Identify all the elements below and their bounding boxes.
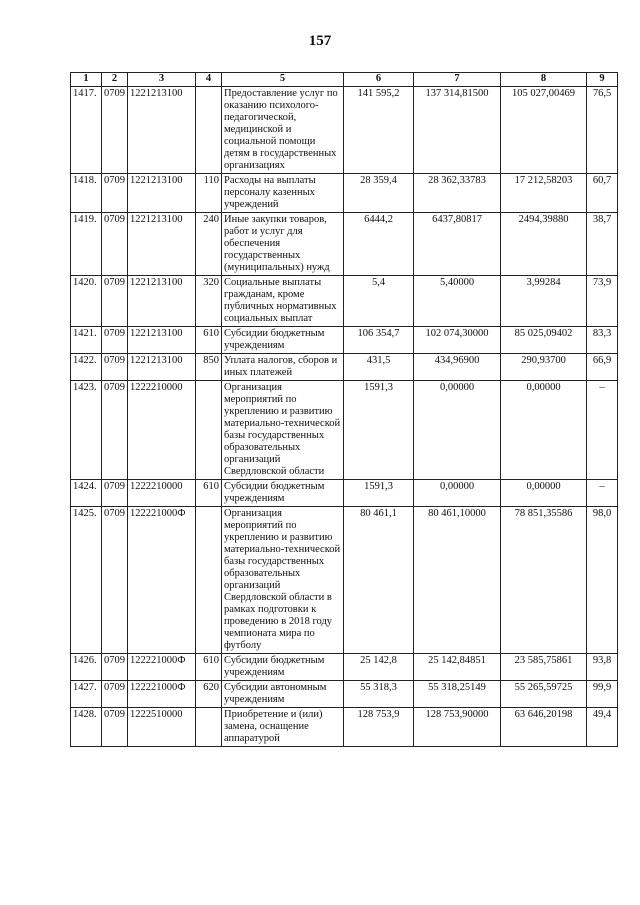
table-row [71, 681, 618, 708]
table-row [71, 213, 618, 276]
article-code: 1221213100 [128, 174, 196, 213]
planned-amount: 0,00000 [414, 480, 501, 507]
executed-amount: 290,93700 [501, 354, 587, 381]
row-number: 1421. [71, 327, 102, 354]
section-code: 0709 [102, 174, 128, 213]
item-name: Уплата налогов, сборов и иных платежей [222, 354, 344, 381]
column-header: 3 [128, 73, 196, 87]
executed-amount: 0,00000 [501, 381, 587, 480]
planned-amount: 0,00000 [414, 381, 501, 480]
approved-amount: 6444,2 [344, 213, 414, 276]
approved-amount: 5,4 [344, 276, 414, 327]
section-code: 0709 [102, 654, 128, 681]
column-header: 6 [344, 73, 414, 87]
column-header: 9 [587, 73, 618, 87]
expense-type-code [196, 708, 222, 747]
table-row [71, 480, 618, 507]
planned-amount: 128 753,90000 [414, 708, 501, 747]
item-name: Иные закупки товаров, работ и услуг для обеспечения государственных (муниципальных) нужд [222, 213, 344, 276]
execution-percent: 73,9 [587, 276, 618, 327]
row-number: 1423. [71, 381, 102, 480]
section-code: 0709 [102, 327, 128, 354]
section-code: 0709 [102, 507, 128, 654]
approved-amount: 141 595,2 [344, 87, 414, 174]
article-code: 1222510000 [128, 708, 196, 747]
execution-percent: 38,7 [587, 213, 618, 276]
item-name: Субсидии автономным учреждениям [222, 681, 344, 708]
header-row [71, 73, 618, 87]
executed-amount: 78 851,35586 [501, 507, 587, 654]
expense-type-code: 610 [196, 480, 222, 507]
expense-type-code [196, 507, 222, 654]
article-code: 122221000Ф [128, 681, 196, 708]
expense-type-code [196, 87, 222, 174]
article-code: 1221213100 [128, 276, 196, 327]
article-code: 1221213100 [128, 213, 196, 276]
expense-type-code [196, 381, 222, 480]
section-code: 0709 [102, 213, 128, 276]
planned-amount: 102 074,30000 [414, 327, 501, 354]
planned-amount: 28 362,33783 [414, 174, 501, 213]
article-code: 1222210000 [128, 381, 196, 480]
table-row [71, 654, 618, 681]
section-code: 0709 [102, 381, 128, 480]
planned-amount: 137 314,81500 [414, 87, 501, 174]
approved-amount: 1591,3 [344, 480, 414, 507]
item-name: Субсидии бюджетным учреждениям [222, 654, 344, 681]
item-name: Социальные выплаты гражданам, кроме публичных нормативных социальных выплат [222, 276, 344, 327]
row-number: 1427. [71, 681, 102, 708]
executed-amount: 2494,39880 [501, 213, 587, 276]
table-row [71, 708, 618, 747]
execution-percent: 99,9 [587, 681, 618, 708]
table-row [71, 87, 618, 174]
section-code: 0709 [102, 708, 128, 747]
expense-type-code: 240 [196, 213, 222, 276]
article-code: 1221213100 [128, 354, 196, 381]
executed-amount: 85 025,09402 [501, 327, 587, 354]
execution-percent: 93,8 [587, 654, 618, 681]
budget-table [70, 72, 618, 747]
table-row [71, 381, 618, 480]
row-number: 1425. [71, 507, 102, 654]
section-code: 0709 [102, 681, 128, 708]
execution-percent: 98,0 [587, 507, 618, 654]
section-code: 0709 [102, 480, 128, 507]
executed-amount: 63 646,20198 [501, 708, 587, 747]
approved-amount: 106 354,7 [344, 327, 414, 354]
expense-type-code: 620 [196, 681, 222, 708]
expense-type-code: 610 [196, 654, 222, 681]
planned-amount: 25 142,84851 [414, 654, 501, 681]
article-code: 1221213100 [128, 87, 196, 174]
execution-percent: 83,3 [587, 327, 618, 354]
item-name: Расходы на выплаты персоналу казенных учреждений [222, 174, 344, 213]
row-number: 1428. [71, 708, 102, 747]
execution-percent: 49,4 [587, 708, 618, 747]
planned-amount: 80 461,10000 [414, 507, 501, 654]
approved-amount: 25 142,8 [344, 654, 414, 681]
approved-amount: 28 359,4 [344, 174, 414, 213]
planned-amount: 5,40000 [414, 276, 501, 327]
planned-amount: 55 318,25149 [414, 681, 501, 708]
item-name: Приобретение и (или) замена, оснащение аппаратурой [222, 708, 344, 747]
section-code: 0709 [102, 276, 128, 327]
item-name: Предоставление услуг по оказанию психолого-педагогической, медицинской и социальной помощи детям в государственных организациях [222, 87, 344, 174]
execution-percent: 66,9 [587, 354, 618, 381]
table-row [71, 507, 618, 654]
planned-amount: 6437,80817 [414, 213, 501, 276]
approved-amount: 1591,3 [344, 381, 414, 480]
expense-type-code: 850 [196, 354, 222, 381]
item-name: Организация мероприятий по укреплению и развитию материально-технической базы государственных образовательных организаций Свердловской области в рамках подготовки к проведению в 2018 году чемпионата мира по футболу [222, 507, 344, 654]
item-name: Субсидии бюджетным учреждениям [222, 327, 344, 354]
column-header: 4 [196, 73, 222, 87]
item-name: Субсидии бюджетным учреждениям [222, 480, 344, 507]
item-name: Организация мероприятий по укреплению и развитию материально-технической базы государственных образовательных организаций Свердловской области [222, 381, 344, 480]
article-code: 1221213100 [128, 327, 196, 354]
executed-amount: 0,00000 [501, 480, 587, 507]
row-number: 1419. [71, 213, 102, 276]
section-code: 0709 [102, 354, 128, 381]
executed-amount: 55 265,59725 [501, 681, 587, 708]
execution-percent: – [587, 381, 618, 480]
planned-amount: 434,96900 [414, 354, 501, 381]
column-header: 7 [414, 73, 501, 87]
section-code: 0709 [102, 87, 128, 174]
expense-type-code: 110 [196, 174, 222, 213]
approved-amount: 55 318,3 [344, 681, 414, 708]
execution-percent: 60,7 [587, 174, 618, 213]
executed-amount: 105 027,00469 [501, 87, 587, 174]
row-number: 1420. [71, 276, 102, 327]
row-number: 1424. [71, 480, 102, 507]
expense-type-code: 320 [196, 276, 222, 327]
column-header: 2 [102, 73, 128, 87]
article-code: 122221000Ф [128, 654, 196, 681]
approved-amount: 128 753,9 [344, 708, 414, 747]
column-header: 8 [501, 73, 587, 87]
approved-amount: 80 461,1 [344, 507, 414, 654]
column-header: 1 [71, 73, 102, 87]
article-code: 1222210000 [128, 480, 196, 507]
approved-amount: 431,5 [344, 354, 414, 381]
execution-percent: – [587, 480, 618, 507]
article-code: 122221000Ф [128, 507, 196, 654]
execution-percent: 76,5 [587, 87, 618, 174]
executed-amount: 23 585,75861 [501, 654, 587, 681]
row-number: 1422. [71, 354, 102, 381]
executed-amount: 3,99284 [501, 276, 587, 327]
table-row [71, 327, 618, 354]
row-number: 1417. [71, 87, 102, 174]
table-row [71, 354, 618, 381]
expense-type-code: 610 [196, 327, 222, 354]
table-row [71, 276, 618, 327]
executed-amount: 17 212,58203 [501, 174, 587, 213]
column-header: 5 [222, 73, 344, 87]
row-number: 1426. [71, 654, 102, 681]
row-number: 1418. [71, 174, 102, 213]
table-row [71, 174, 618, 213]
page-number: 157 [308, 33, 332, 49]
